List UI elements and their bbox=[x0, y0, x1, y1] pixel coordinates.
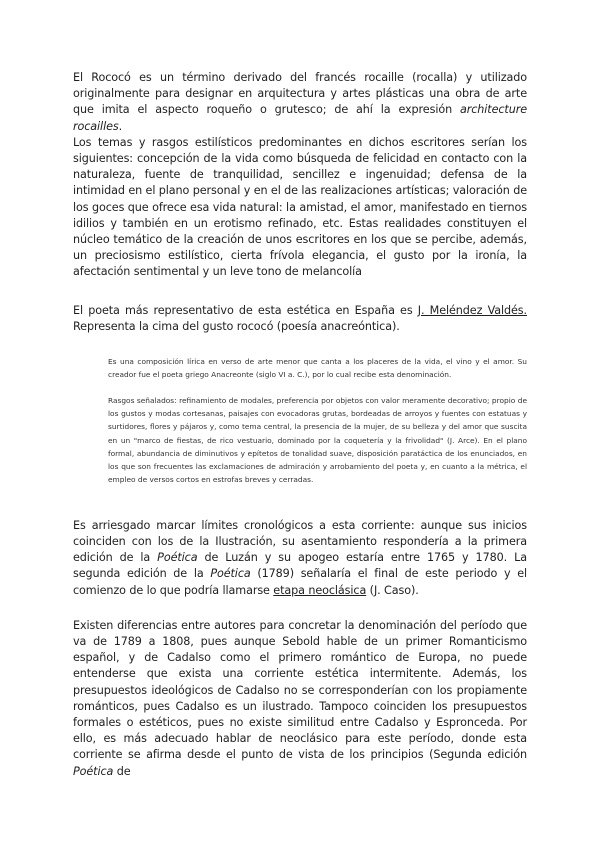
paragraph-period-naming bbox=[73, 618, 527, 780]
text: de Luzán y su apogeo estaría entre 1765 y 1780. La segunda edición de la bbox=[73, 551, 527, 581]
document-page bbox=[73, 70, 527, 780]
link-melendez-valdes[interactable]: J. Meléndez Valdés. bbox=[417, 303, 527, 317]
text-italic: Poética bbox=[73, 764, 114, 778]
text: Es arriesgado marcar límites cronológicos a esta corriente: aunque sus inicios coinciden con los de la Ilustración, su asentamiento respondería a la primera edición de la bbox=[73, 518, 527, 565]
text: Representa la cima del gusto rococó (poesía anacreóntica). bbox=[73, 319, 400, 333]
quote-anacreontic-definition: Es una composición lírica en verso de arte menor que canta a los placeres de la vida, el vino y el amor. Su creador fue el poeta griego Anacreonte (siglo VI a. C.), por lo cual recibe esta denominación. bbox=[108, 357, 527, 380]
text-italic: Poética bbox=[157, 551, 198, 565]
quote-features: Rasgos señalados: refinamiento de modales, preferencia por objetos con valor meramente decorativo; propio de los gustos y modas cortesanas, paisajes con evocadoras grutas, bordeadas de arroyos y fuentes con estatuas y surtidores, flores y pájaros y, como tema central, la presencia de la mujer, de su belleza y del amor que suscita en un "marco de fiestas, de rico vestuario, dominado por la coquetería y la frivolidad" (J. Arce). En el plano formal, abundancia de diminutivos y epítetos de tonalidad suave, disposición paratáctica de los enunciados, en los que son frecuentes las exclamaciones de admiración y arrobamiento del poeta y, en cuanto a la métrica, el empleo de versos cortos en estrofas breves y cerradas. bbox=[108, 395, 527, 485]
text-italic: architecture rocailles bbox=[73, 103, 527, 133]
text: de bbox=[113, 764, 131, 778]
paragraph-rococo-definition bbox=[73, 70, 527, 135]
text: Existen diferencias entre autores para concretar la denominación del período que va de 1789 a 1808, pues aunque Sebold hable de un primer Romanticismo español, y de Cadalso como el primero romántico de Europa, no puede entenderse que exista una corriente estética intermitente. Además, los presupuestos ideológicos de Cadalso no se corresponderían con los propiamente románticos, pues Cadalso es un ilustrado. Tampoco coinciden los presupuestos formales o estéticos, pues no existe similitud entre Cadalso y Espronceda. Por ello, es más adecuado hablar de neoclásico para este período, donde esta corriente se afirma desde el punto de vista de los principios (Segunda edición bbox=[73, 618, 527, 762]
text: (1789) señalaría el final de este periodo y el comienzo de lo que podría llamarse bbox=[73, 567, 527, 597]
text-italic: Poética bbox=[210, 567, 251, 581]
text: . bbox=[118, 119, 123, 133]
paragraph-representative-poet bbox=[73, 303, 527, 335]
paragraph-themes: Los temas y rasgos estilísticos predominantes en dichos escritores serían los siguientes: concepción de la vida como búsqueda de felicidad en contacto con la naturaleza, fuente de tranquilidad, sencillez e ingenuidad; defensa de la intimidad en el plano personal y en el de las realizaciones artísticas; valoración de los goces que ofrece esa vida natural: la amistad, el amor, manifestado en tiernos idilios y también en un erotismo refinado, etc. Estas realidades constituyen el núcleo temático de la creación de unos escritores en los que se percibe, además, un preciosismo estilístico, cierta frívola elegancia, el gusto por la ironía, la afectación sentimental y un leve tono de melancolía bbox=[73, 135, 528, 279]
block-quote bbox=[108, 355, 527, 487]
link-etapa-neoclasica[interactable]: etapa neoclásica bbox=[273, 583, 367, 597]
paragraph-chronology bbox=[73, 518, 527, 599]
text: (J. Caso). bbox=[366, 583, 419, 597]
text: El Rococó es un término derivado del francés rocaille (rocalla) y utilizado originalmente para designar en arquitectura y artes plásticas una obra de arte que imita el aspecto roqueño o grutesco; de ahí la expresión bbox=[73, 71, 527, 117]
text: El poeta más representativo de esta estética en España es bbox=[73, 303, 418, 317]
